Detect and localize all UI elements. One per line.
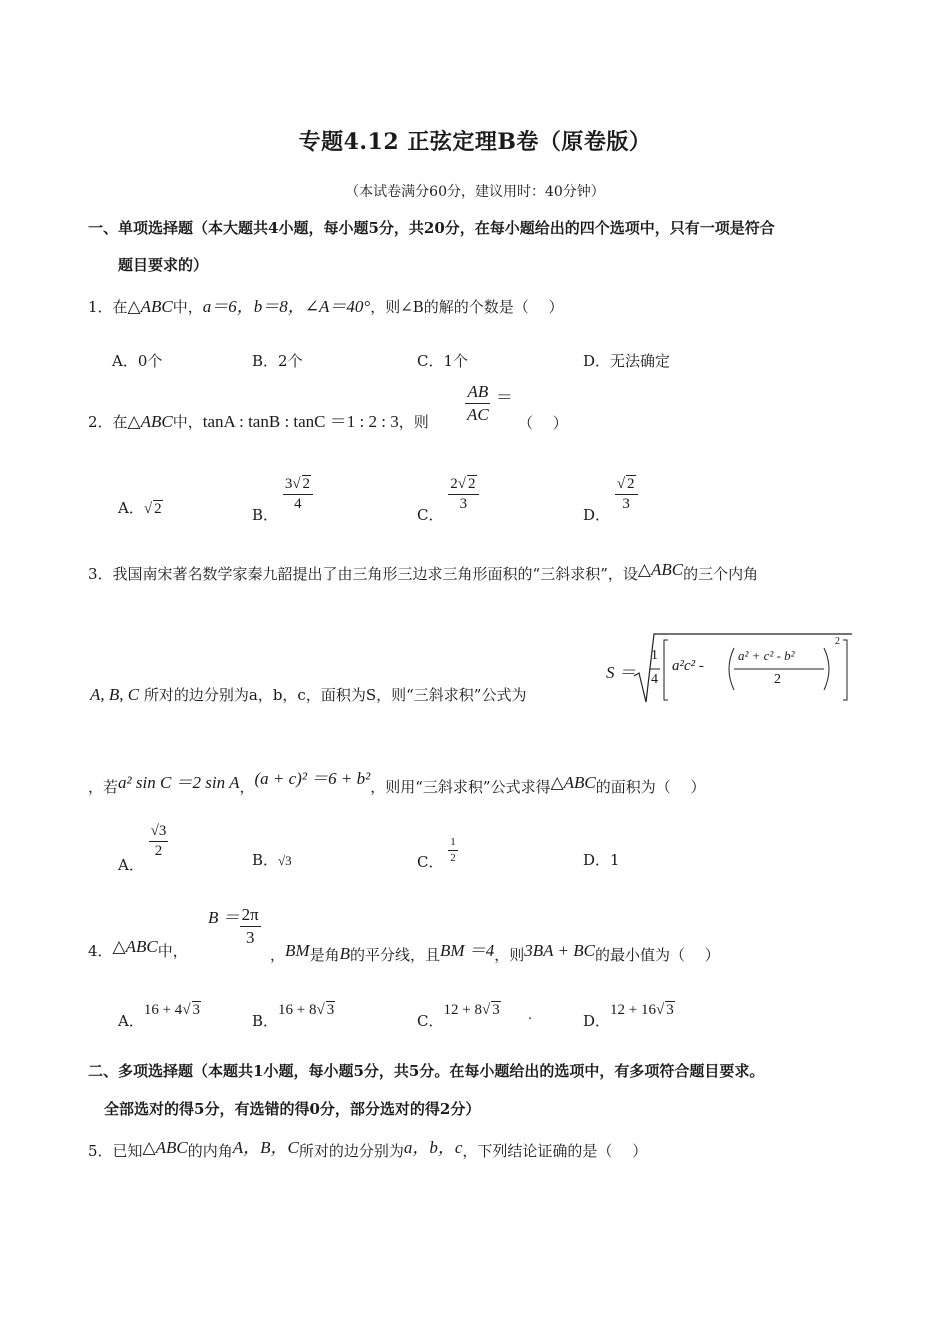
q4-option-c[interactable]: C．12 + 8√ 3 xyxy=(417,1002,500,1030)
option-value: √3 xyxy=(278,853,292,868)
option-coef: 16 + 4 xyxy=(143,1002,183,1018)
option-radicand: 2 xyxy=(302,476,311,492)
q1-option-a[interactable] xyxy=(112,350,162,371)
section1-header: 一、单项选择题（本大题共4小题，每小题5分，共20分，在每小题给出的四个选项中，只有一项是符合 xyxy=(88,219,775,237)
q5-number: 5．已知 xyxy=(88,1142,143,1160)
q3-triangle: △ABC xyxy=(637,560,684,579)
option-label: A． xyxy=(112,352,138,370)
q4-stray-dot: . xyxy=(528,1008,533,1023)
option-den: 2 xyxy=(450,851,456,864)
option-radicand: 3 xyxy=(326,1002,335,1018)
q4-bm-val: BM ＝4 xyxy=(439,941,495,960)
option-label: B． xyxy=(252,352,279,370)
q2-text-then: ，则 xyxy=(398,413,429,431)
option-den: 2 xyxy=(154,843,163,860)
q4-triangle: △ABC xyxy=(112,937,158,956)
option-coef: 12 + 16 xyxy=(610,1002,656,1018)
option-num: 1 xyxy=(448,836,458,851)
q4-b-angle: B xyxy=(339,944,350,963)
q4-option-d[interactable]: D．12 + 16√ 3 xyxy=(583,1002,674,1030)
option-label: B． xyxy=(252,851,279,869)
q4-text6: 的最小值为（ ） xyxy=(594,946,720,964)
q5-sides: a，b，c xyxy=(403,1138,463,1157)
option-label: C． xyxy=(417,506,444,525)
q3-line3-end: 的面积为（ ） xyxy=(595,778,706,796)
option-radicand: 2 xyxy=(154,501,162,517)
option-den: 4 xyxy=(294,496,302,513)
option-label: B． xyxy=(252,1012,279,1030)
q4-text3: 是角 xyxy=(309,946,340,964)
q3-option-a[interactable] xyxy=(118,823,168,874)
q3-option-b[interactable] xyxy=(252,849,292,870)
q2-option-a[interactable]: A．√ 2 xyxy=(118,499,162,517)
option-radicand: 2 xyxy=(627,476,635,492)
option-value: 无法确定 xyxy=(610,352,671,370)
q3-line2 xyxy=(90,684,526,705)
q2-option-b[interactable]: B． $\frac{3√ 2}{4}$ xyxy=(252,475,313,514)
option-radicand: 3 xyxy=(666,1002,674,1018)
q3-formula-four: 4 xyxy=(651,672,658,687)
q4-number: 4． xyxy=(88,942,113,960)
q3-triangle-2: △ABC xyxy=(550,773,596,792)
option-label: D． xyxy=(583,1012,611,1030)
q2-fraction xyxy=(465,382,513,424)
q1-given: a＝6，b＝8，∠A＝40° xyxy=(202,297,371,316)
q1-text-end: ，则∠B的解的个数是（ ） xyxy=(370,298,564,316)
q4-b-den: 3 xyxy=(245,927,255,947)
option-label: A． xyxy=(118,1012,144,1030)
option-value: 0个 xyxy=(137,352,163,370)
q2-text: 中， xyxy=(172,413,203,431)
q5-text2: 所对的边分别为 xyxy=(298,1142,404,1160)
q3-option-d[interactable] xyxy=(583,849,620,870)
q3-cond2: (a + c)² ＝6 + b² xyxy=(254,769,371,788)
q2-frac-den: AC xyxy=(467,404,489,424)
option-coef: 3 xyxy=(284,476,293,492)
option-den: 3 xyxy=(622,496,630,513)
option-value: 1 xyxy=(610,851,620,869)
question-1 xyxy=(88,292,564,317)
q3-cond1: a² sin C ＝2 sin A xyxy=(118,773,240,792)
option-radicand: 3 xyxy=(192,1002,201,1018)
q1-text: 中， xyxy=(172,298,203,316)
q5-triangle: △ABC xyxy=(142,1138,188,1157)
question-2 xyxy=(88,407,429,432)
q4-text1: 中， xyxy=(157,942,188,960)
q2-given: tanA : tanB : tanC ＝1 : 2 : 3 xyxy=(202,412,399,431)
q1-number: 1．在 xyxy=(88,298,128,316)
section1-header-cont: 题目要求的） xyxy=(118,256,209,274)
q3-formula xyxy=(606,628,856,710)
q5-text1: 的内角 xyxy=(187,1142,233,1160)
q3-formula-inner-den: 2 xyxy=(774,672,781,687)
q1-option-d[interactable] xyxy=(583,350,670,371)
q1-option-b[interactable] xyxy=(252,350,303,371)
q4-expr: 3BA + BC xyxy=(524,941,595,960)
option-label: D． xyxy=(583,352,611,370)
option-value: 2个 xyxy=(278,352,303,370)
q3-line1-end: 的三个内角 xyxy=(683,565,759,583)
q3-angles: A, B, C xyxy=(90,685,140,704)
q4-b-num: 2π xyxy=(240,905,261,927)
q3-line3-mid: ，则用“三斜求积”公式求得 xyxy=(370,778,551,796)
page-subtitle: （本试卷满分60分，建议用时：40分钟） xyxy=(345,184,605,200)
q3-formula-pow: 2 xyxy=(835,636,840,647)
q5-angles: A，B，C xyxy=(232,1138,299,1157)
q2-paren: （ ） xyxy=(518,414,568,432)
q4-option-a[interactable]: A．16 + 4√ 3 xyxy=(118,1002,201,1030)
q3-line3-pre: ，若 xyxy=(88,778,119,796)
page-title: 专题4.12 正弦定理B卷（原卷版） xyxy=(298,129,652,155)
q5-text3: ，下列结论证确的是（ ） xyxy=(462,1142,648,1160)
q4-option-b[interactable]: B．16 + 8√ 3 xyxy=(252,1002,335,1030)
q2-frac-num: AB xyxy=(465,382,490,404)
q4-bm: BM xyxy=(285,941,310,960)
q3-line3 xyxy=(88,769,706,797)
option-label: A． xyxy=(118,855,144,874)
q3-formula-s: S ＝ xyxy=(606,663,636,682)
option-num: √3 xyxy=(149,823,169,842)
q4-b-eq: B ＝ xyxy=(208,907,240,927)
option-radicand: 2 xyxy=(468,476,476,492)
option-coef: 16 + 8 xyxy=(278,1002,317,1018)
q4-text5: ，则 xyxy=(494,946,525,964)
q2-equals: ＝ xyxy=(495,387,513,407)
question-5 xyxy=(88,1136,647,1161)
q2-option-c[interactable]: C． $\frac{2√ 2}{3}$ xyxy=(417,475,479,514)
option-den: 3 xyxy=(459,496,468,513)
section2-header: 二、多项选择题（本题共1小题，每小题5分，共5分。在每小题给出的选项中，有多项符合题目要求。 xyxy=(88,1062,765,1080)
option-label: D． xyxy=(583,851,611,869)
q4-text xyxy=(270,940,720,965)
q3-formula-inner-num: a² + c² - b² xyxy=(738,648,795,663)
section2-header-cont: 全部选对的得5分，有选错的得0分，部分选对的得2分） xyxy=(104,1100,481,1118)
option-label: C． xyxy=(417,352,444,370)
q3-comma: ， xyxy=(239,778,255,796)
q2-triangle: △ABC xyxy=(127,412,173,431)
q3-formula-radical xyxy=(606,628,856,710)
option-value: 1个 xyxy=(443,352,469,370)
option-coef: 2 xyxy=(450,476,458,492)
option-coef: 12 + 8 xyxy=(443,1002,482,1018)
q3-formula-term: a²c² - xyxy=(672,658,704,674)
q2-option-d[interactable]: D． $\frac{√ 2}{3}$ xyxy=(583,475,638,514)
question-3 xyxy=(88,560,759,584)
q4-b-value xyxy=(208,905,261,947)
q3-line1: 3．我国南宋著名数学家秦九韶提出了由三角形三边求三角形面积的“三斜求积”，设 xyxy=(88,565,638,583)
q1-triangle: △ABC xyxy=(127,297,173,316)
option-radicand: 3 xyxy=(492,1002,500,1018)
q1-option-c[interactable] xyxy=(417,350,468,371)
q4-text2: ， xyxy=(270,946,286,964)
q3-formula-q: 1 xyxy=(651,648,658,663)
q4-text4: 的平分线，且 xyxy=(349,946,440,964)
q3-option-c[interactable] xyxy=(417,836,458,872)
question-4 xyxy=(88,937,188,961)
q2-number: 2．在 xyxy=(88,413,128,431)
option-label: A． xyxy=(118,499,144,517)
q3-line2-text: 所对的边分别为a，b，c，面积为S，则“三斜求积”公式为 xyxy=(143,686,527,704)
option-label: B． xyxy=(252,506,279,525)
option-label: C． xyxy=(417,853,444,872)
option-label: C． xyxy=(417,1012,444,1030)
option-label: D． xyxy=(583,506,611,525)
